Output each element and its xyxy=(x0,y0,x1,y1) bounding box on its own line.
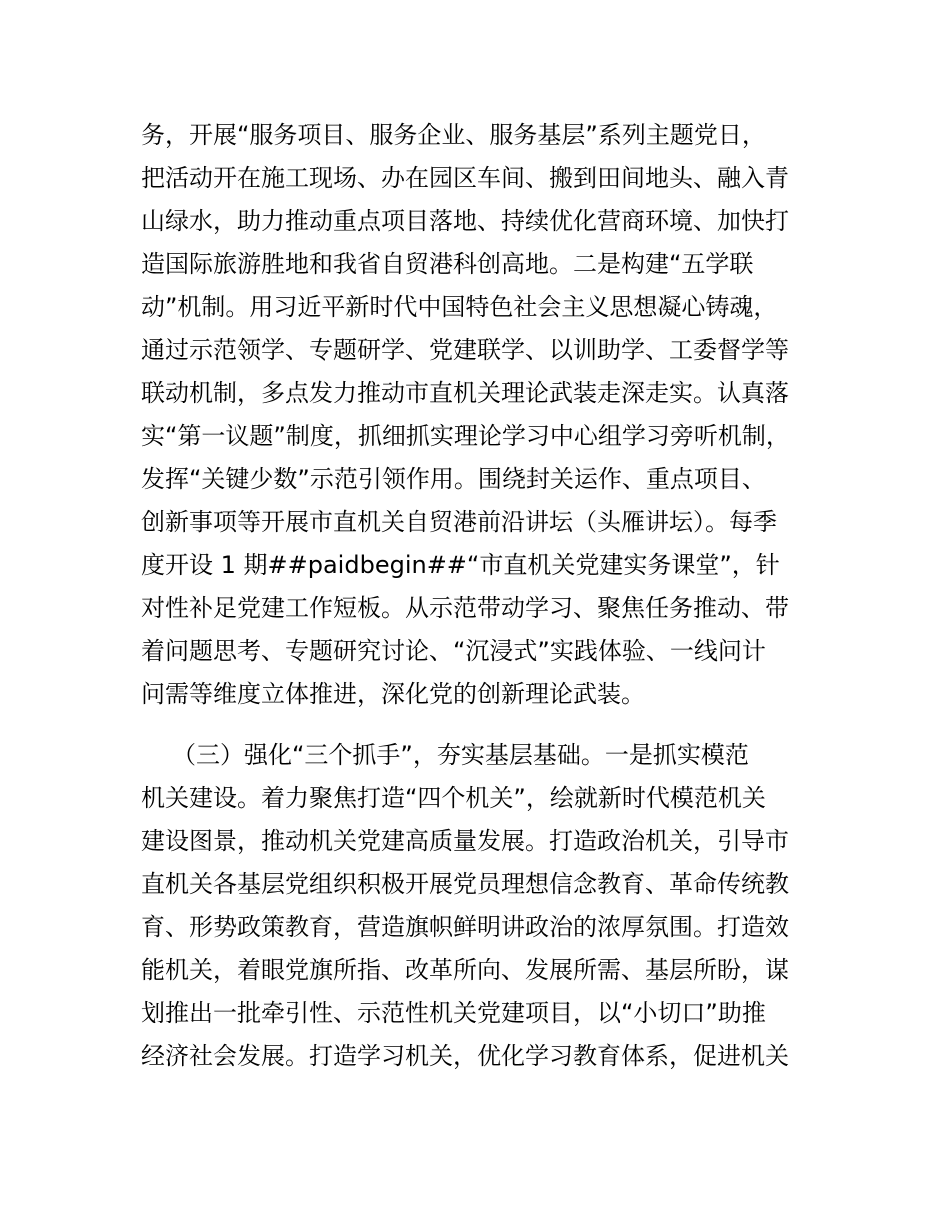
text-line: 创新事项等开展市直机关自贸港前沿讲坛（头雁讲坛）。每季 xyxy=(141,508,777,536)
text-line: 经济社会发展。打造学习机关，优化学习教育体系，促进机关 xyxy=(141,1042,789,1070)
text-line: 实“第一议题”制度，抓细抓实理论学习中心组学习旁听机制， xyxy=(141,422,790,450)
text-line: 对性补足党建工作短板。从示范带动学习、聚焦任务推动、带 xyxy=(141,594,789,622)
text-line: 动”机制。用习近平新时代中国特色社会主义思想凝心铸魂， xyxy=(141,293,778,321)
section-heading-line: （三）强化“三个抓手”，夯实基层基础。一是抓实模范 xyxy=(172,741,749,769)
text-line: 发挥“关键少数”示范引领作用。围绕封关运作、重点项目、 xyxy=(141,465,766,493)
text-line: 着问题思考、专题研究讨论、“沉浸式”实践体验、一线问计 xyxy=(141,637,766,665)
text-line: 育、形势政策教育，营造旗帜鲜明讲政治的浓厚氛围。打造效 xyxy=(141,913,789,941)
text-line: 造国际旅游胜地和我省自贸港科创高地。二是构建“五学联 xyxy=(141,250,754,278)
text-line: 通过示范领学、专题研学、党建联学、以训助学、工委督学等 xyxy=(141,336,789,364)
text-line: 建设图景，推动机关党建高质量发展。打造政治机关，引导市 xyxy=(141,827,789,855)
text-line: 能机关，着眼党旗所指、改革所向、发展所需、基层所盼，谋 xyxy=(141,956,789,984)
text-line: 直机关各基层党组织积极开展党员理想信念教育、革命传统教 xyxy=(141,870,789,898)
text-line: 机关建设。着力聚焦打造“四个机关”，绘就新时代模范机关 xyxy=(141,784,766,812)
text-line: 度开设 1 期##paidbegin##“市直机关党建实务课堂”，针 xyxy=(141,551,780,579)
text-line: 把活动开在施工现场、办在园区车间、搬到田间地头、融入青 xyxy=(141,164,789,192)
text-line: 划推出一批牵引性、示范性机关党建项目，以“小切口”助推 xyxy=(141,999,766,1027)
text-line: 联动机制，多点发力推动市直机关理论武装走深走实。认真落 xyxy=(141,379,789,407)
text-line: 山绿水，助力推动重点项目落地、持续优化营商环境、加快打 xyxy=(141,207,789,235)
text-line: 务，开展“服务项目、服务企业、服务基层”系列主题党日， xyxy=(141,121,766,149)
text-line: 问需等维度立体推进，深化党的创新理论武装。 xyxy=(141,680,645,708)
